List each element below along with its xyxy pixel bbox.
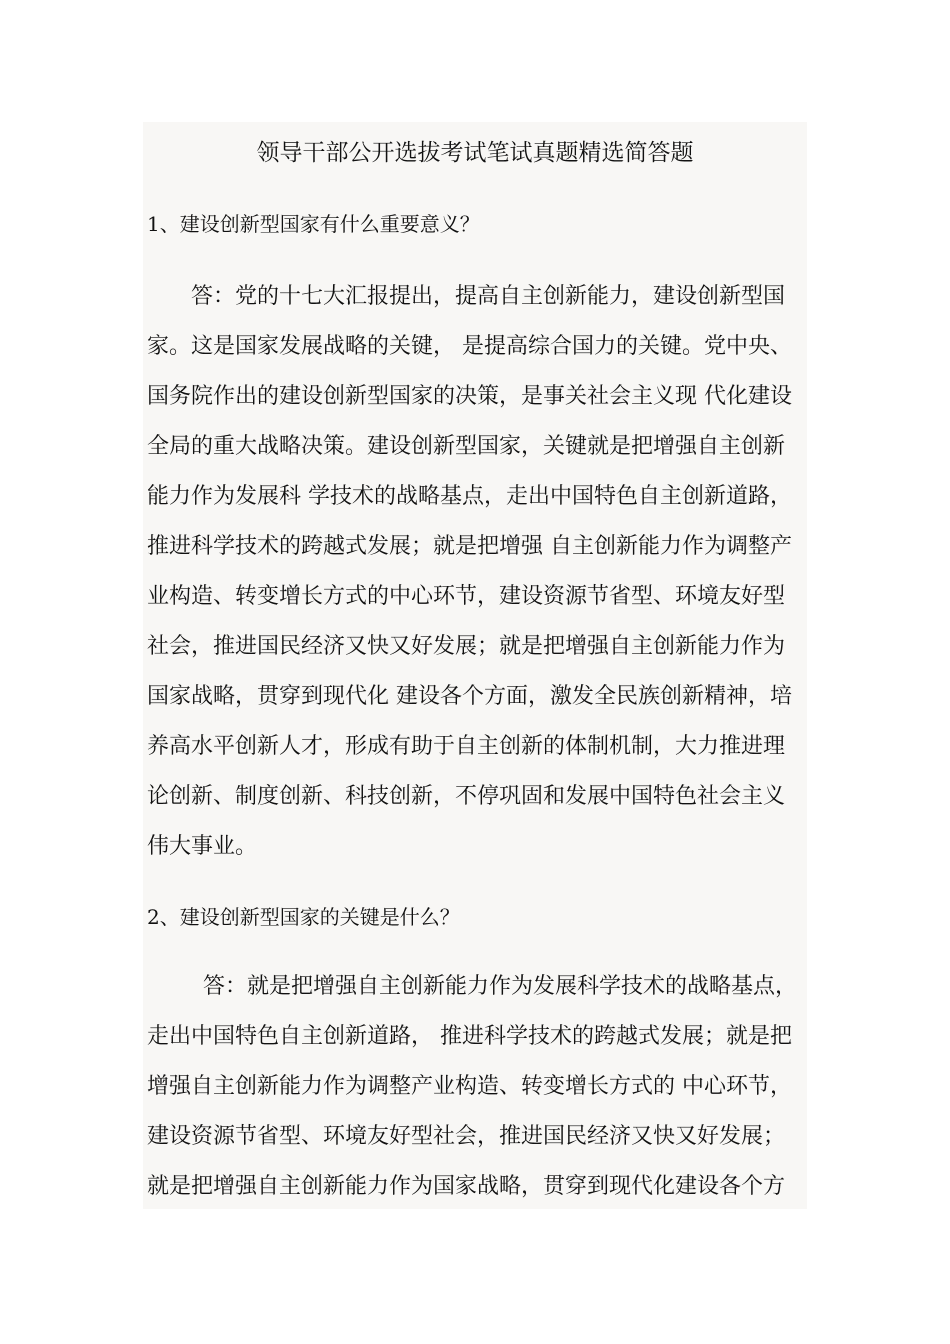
answer-line: 论创新、制度创新、科技创新，不停巩固和发展中国特色社会主义 xyxy=(147,784,786,809)
answer-line: 增强自主创新能力作为调整产业构造、转变增长方式的 中心环节， xyxy=(147,1074,792,1099)
answer-line: 社会，推进国民经济又快又好发展；就是把增强自主创新能力作为 xyxy=(147,634,786,659)
answer-line: 伟大事业。 xyxy=(147,834,258,859)
answer-line: 家。这是国家发展战略的关键， 是提高综合国力的关键。党中央、 xyxy=(147,334,792,359)
answer-2 xyxy=(147,962,802,1212)
answer-line: 国务院作出的建设创新型国家的决策，是事关社会主义现 代化建设 xyxy=(147,384,792,409)
answer-line: 业构造、转变增长方式的中心环节，建设资源节省型、环境友好型 xyxy=(147,584,786,609)
answer-line: 养高水平创新人才，形成有助于自主创新的体制机制，大力推进理 xyxy=(147,734,786,759)
answer-line: 走出中国特色自主创新道路， 推进科学技术的跨越式发展；就是把 xyxy=(147,1024,792,1049)
question-2: 2、建设创新型国家的关键是什么？ xyxy=(147,905,460,929)
answer-line: 答：就是把增强自主创新能力作为发展科学技术的战略基点， xyxy=(203,974,798,999)
answer-line: 建设资源节省型、环境友好型社会，推进国民经济又快又好发展； xyxy=(147,1124,786,1149)
document-title: 领导干部公开选拔考试笔试真题精选简答题 xyxy=(256,140,694,166)
answer-line: 推进科学技术的跨越式发展；就是把增强 自主创新能力作为调整产 xyxy=(147,534,792,559)
answer-1 xyxy=(147,272,802,872)
answer-line: 国家战略，贯穿到现代化 建设各个方面，激发全民族创新精神，培 xyxy=(147,684,792,709)
answer-line: 答：党的十七大汇报提出，提高自主创新能力，建设创新型国 xyxy=(191,284,786,309)
answer-line: 全局的重大战略决策。建设创新型国家，关键就是把增强自主创新 xyxy=(147,434,786,459)
question-1: 1、建设创新型国家有什么重要意义？ xyxy=(147,212,480,236)
answer-line: 能力作为发展科 学技术的战略基点，走出中国特色自主创新道路， xyxy=(147,484,792,509)
answer-line: 就是把增强自主创新能力作为国家战略，贯穿到现代化建设各个方 xyxy=(147,1174,786,1199)
